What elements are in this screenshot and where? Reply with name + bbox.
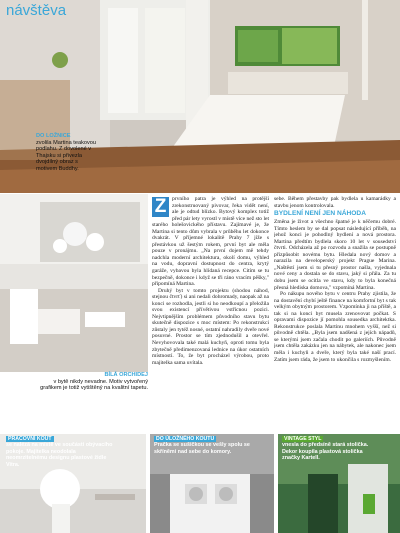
article-subheading: BYDLENÍ NENÍ JEN NÁHODA [274, 210, 366, 218]
bedroom-caption [36, 133, 98, 173]
section-title: návštěva [6, 2, 67, 19]
article-paragraph-5: Po nákupu nového bytu v centru Prahy zjistila, že na dostavění chybí ještě finance na komfortní byt s tak velkým obytným prostorem. Vzpomínka ji na příště, a tak si na konci byt musela zrenovovat počkat. S opravami dispozice jí pomohla sousedka architektka. Rekonstrukce poslala Martinu mnohem vyšší, než si původně chtěla. „Byla jsem nadšená z jejích nápadů, se kterými jsem začala chodit po galeriích. Původně jsem chtěla zakázku jen na nábytek, ale nakonec jsem měla i kuchyň a dveře, který byla také naší prací. Zatím jsem ráda, že jsem to ukončila s rozmyšlením. [274, 291, 396, 363]
workcorner-caption [6, 436, 118, 468]
storage-caption-text: Pračka se sušičkou se vešly spolu se skříněmi nad sebe do komory. [154, 442, 250, 455]
article-column-2 [274, 196, 396, 432]
orchid-caption-text: v bytě nikdy nevadne. Motiv vytvořený grafikem je totiž vytištěný na kvalitní tapetu. [40, 378, 148, 392]
hallway-caption-text: vnesla do předsíně stará stolička. Dekor koupila plastová stolička značky Kartell. [282, 442, 369, 462]
section-header [6, 2, 66, 19]
workcorner-caption-title: PRACOVNÍ KOUT [8, 436, 52, 442]
storage-caption [154, 436, 262, 455]
article-dropcap: Z [152, 197, 169, 217]
workcorner-caption-text: se nalézá na místě ve součásti obývacího pokoje. Majitelka neodolala neomrzitelnému designu plastové židle Vitra. [6, 442, 113, 468]
hallway-caption-title: VINTAGE STYL [284, 436, 322, 442]
hallway-caption [282, 436, 382, 462]
orchid-caption-title: BÍLÁ ORCHIDEJ [104, 372, 148, 378]
storage-caption-title: DO ÚLOŽNÉHO KOUTU [156, 436, 215, 442]
bedroom-caption-text: zvolila Martina teakovou podlahu. Z dovolené v Thajsku si přivezla dvojdílný obraz s motivem Buddhy. [36, 139, 97, 172]
article-paragraph-4: Změna je život a všechno špatné je k něčemu dobré. Tímto heslem by se dal popsat následující příběh, na jehož konci je pohodlný bydlení a nová prostora. Martina předtím bydlela skoro 10 let v sousedství čtvrti. Odcházela až po rozvodu a snažila se postupně přizpůsobit novému bytu. Hledala nový domov a narazila na developerský projekt Prague Marina. „Naštěstí jsem si tu přesný prostor našla, vyjednala nové ceny a dostala se do stavu, jaký si přála. Za tu dobu jsem se ocitla ve stavu, kdy to byla konečná přesná hlediska domova," vzpomíná Martina. [274, 219, 396, 291]
bedroom-caption-title: DO LOŽNICE [36, 133, 71, 139]
orchid-room-illustration [0, 194, 148, 372]
article-paragraph-2: Druhý byt v tomto projektu (shodou náhod, stejnou čtvrť) si ani nedali dohromady, naopak až na konci se rozhodla, jestli si ho neodkoupí a přeložila svou existencí přívětivou vstřícnou pozici. Nejvtipnějším problémem původního stavu bytu skutečně dispozice s moc místem: Po rekonstrukci zůstaly jen tytéž nosné, ostatní nahradily dveře nové posuvné. Prostor se tím zjednodušil a otevřel. Nevyhovovala také malá kuchyň, oproti tomu byla zbytečně předimenzovaná lednice na úkor ostatních místností. To, že byt procházel výrobou, proto majitelka sama uvítala. [152, 287, 269, 366]
orchid-room-photo [0, 194, 148, 372]
orchid-caption [36, 372, 148, 392]
article-paragraph-3: sebe. Během přestavby pak bydlela u kamarádky a stavbu jenom kontrolovala. [274, 196, 396, 209]
article-paragraph-1: prvního patra je výhled na protější zrekonstruovaný pivovar, řeka vidět není, ale je odtud blízko. Bytový komplex totiž před pár lety vyrostl v místě více než sto let starého holešovického přístavu. Zajímavé je, že Martina si tento dům vybrala v průběhu let dokonce dvakrát. V příjemné lokalitě Prahy 7 jíže s přestávkou už šestým rokem, první byt ale měla pouze v pronájmu. „Na první dojem mě tehdy nadchla moderní architektura, okolí domu, výhled na vodu, dopravní dostupnost do centra, krytý garáže, vybavou byla hlídaná recepce. Citím se tu bezpečně, dokonce i když se tři ráno vracím pěšky," připomíná Martina. [152, 196, 269, 288]
article-column-1 [152, 196, 269, 432]
